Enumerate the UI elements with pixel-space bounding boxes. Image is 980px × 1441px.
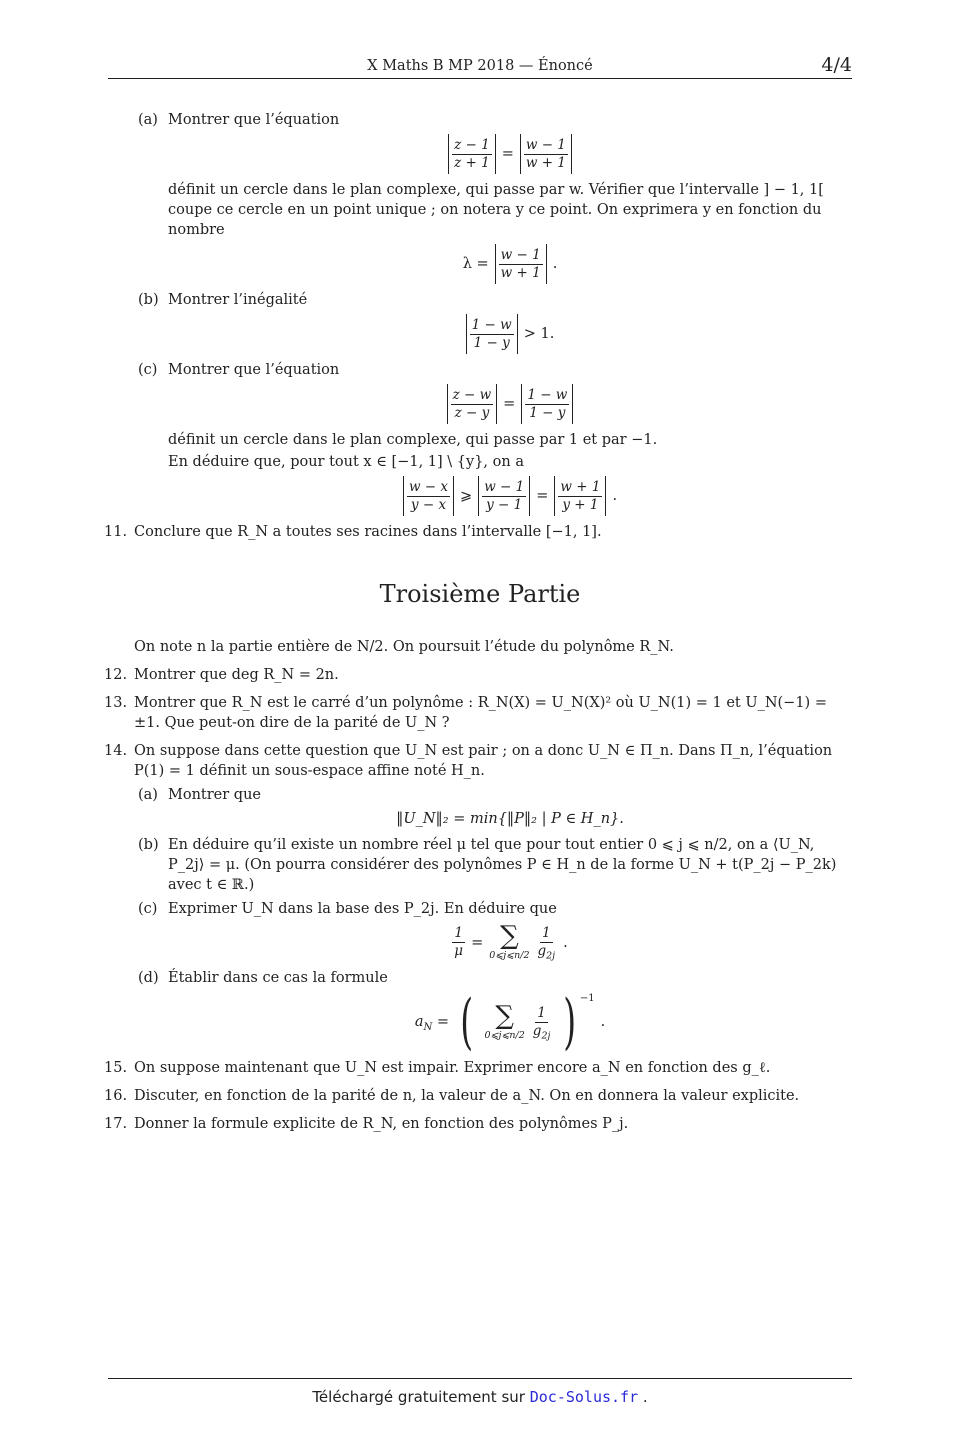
q14a-text: Montrer que [168, 787, 261, 804]
header-title: X Maths B MP 2018 — Énoncé [367, 58, 593, 74]
item-label: (c) [138, 901, 158, 918]
footer-end: . [642, 1388, 648, 1406]
question-16 [104, 1086, 852, 1106]
q17-text: Donner la formule explicite de R_N, en fonction des polynômes P_j. [134, 1116, 629, 1133]
q11-text: Conclure que R_N a toutes ses racines dans l’intervalle [−1, 1]. [134, 524, 602, 540]
q13-text: Montrer que R_N est le carré d’un polynôme : R_N(X) = U_N(X)² où U_N(1) = 1 et U_N(−1) = ±1. Que peut-on dire de la parité de U_N ? [134, 695, 827, 732]
formula-lambda: λ = $\frac{w - 1}{w + 1}$ . [168, 244, 852, 284]
page-header [108, 54, 852, 79]
part3-intro: On note n la partie entière de N/2. On poursuit l’étude du polynôme R_N. [134, 639, 674, 656]
question-14a [138, 785, 852, 829]
question-11 [104, 522, 852, 542]
item-label: (d) [138, 970, 159, 987]
q10a-text: définit un cercle dans le plan complexe, qui passe par w. Vérifier que l’intervalle ] − 1, 1[ coupe ce cercle en un point unique ; on notera y ce point. On exprimera y en fonction du nombre [168, 182, 824, 238]
page-footer [108, 1378, 852, 1408]
formula-aN: $a_N$ = ( ∑ 0⩽j⩽n/2 $\frac{1}{g_{2j}}$ ) −1 . [414, 987, 606, 1058]
formula-circle-2: $\frac{z - w}{z - y}$ = $\frac{1 - w}{1 - y}$ [168, 384, 852, 424]
item-label: (a) [138, 112, 158, 128]
q16-text: Discuter, en fonction de la parité de n, la valeur de a_N. On en donnera la valeur explicite. [134, 1088, 800, 1105]
question-12 [104, 665, 852, 685]
doc-solus-link[interactable]: Doc-Solus.fr [529, 1388, 639, 1406]
question-17 [104, 1114, 852, 1134]
footer-text: Téléchargé gratuitement sur [312, 1388, 525, 1406]
item-label: (a) [138, 787, 158, 804]
formula-inverse-mu: $\frac{1}{\mu}$ = ∑ 0⩽j⩽n/2 $\frac{1}{g_{2j}}$ . [454, 921, 568, 962]
q14b-text: En déduire qu’il existe un nombre réel μ tel que pour tout entier 0 ⩽ j ⩽ n/2, on a ⟨U_N, P_2j⟩ = μ. (On pourra considérer des polynômes P ∈ H_n de la forme U_N + t(P_2j − P_2k) avec t ∈ ℝ.) [168, 837, 837, 894]
q10c-text2: En déduire que, pour tout x ∈ [−1, 1] \ {y}, on a [168, 454, 524, 470]
question-14c [138, 899, 852, 962]
q12-text: Montrer que deg R_N = 2n. [134, 667, 339, 684]
question-15 [104, 1058, 852, 1078]
q14d-text: Établir dans ce cas la formule [168, 970, 388, 987]
q10a-intro: Montrer que l’équation [168, 112, 340, 128]
item-label: (b) [138, 292, 159, 308]
question-10b [138, 290, 852, 354]
question-14 [104, 741, 852, 781]
question-13 [104, 693, 852, 733]
question-14d [138, 968, 852, 1058]
item-label: 17. [104, 1116, 128, 1133]
item-label: 13. [104, 695, 128, 712]
q15-text: On suppose maintenant que U_N est impair. Exprimer encore a_N en fonction des g_ℓ. [134, 1060, 771, 1077]
item-label: (c) [138, 362, 158, 378]
item-label: 16. [104, 1088, 128, 1105]
formula-inequality: $\frac{1 - w}{1 - y}$ > 1. [168, 314, 852, 354]
q14-text: On suppose dans cette question que U_N est pair ; on a donc U_N ∈ Π_n. Dans Π_n, l’équation P(1) = 1 définit un sous-espace affine noté H_n. [134, 743, 833, 780]
item-label: 12. [104, 667, 128, 684]
formula-bound: $\frac{w - x}{y - x}$ ⩾ $\frac{w - 1}{y - 1}$ = $\frac{w + 1}{y + 1}$ . [168, 476, 852, 516]
formula-min-norm: ‖U_N‖₂ = min{‖P‖₂ | P ∈ H_n}. [396, 811, 624, 828]
document-body [104, 110, 852, 1142]
q10b-intro: Montrer l’inégalité [168, 292, 308, 308]
page [104, 0, 852, 1441]
item-label: 11. [104, 524, 128, 540]
section-title: Troisième Partie [379, 580, 581, 608]
question-10c [138, 360, 852, 516]
q14c-text: Exprimer U_N dans la base des P_2j. En déduire que [168, 901, 557, 918]
q10c-intro: Montrer que l’équation [168, 362, 340, 378]
formula-circle-1: $\frac{z - 1}{z + 1}$ = $\frac{w - 1}{w + 1}$ [168, 134, 852, 174]
q10c-text1: définit un cercle dans le plan complexe, qui passe par 1 et par −1. [168, 432, 658, 448]
item-label: 15. [104, 1060, 128, 1077]
question-14b [138, 835, 852, 895]
question-10a [138, 110, 852, 284]
page-number: 4/4 [821, 54, 852, 76]
item-label: (b) [138, 837, 159, 854]
item-label: 14. [104, 743, 128, 760]
